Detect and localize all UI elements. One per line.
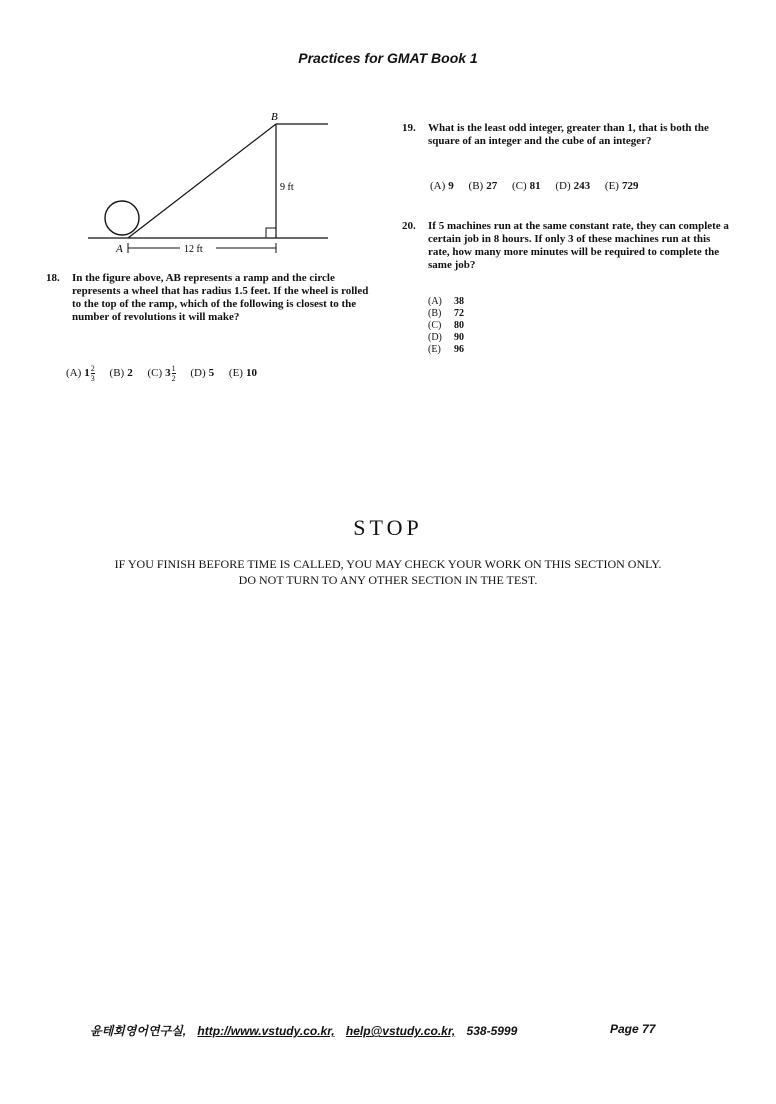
choice-d: (D) 5 bbox=[190, 367, 215, 380]
choice-a: (A) 9 bbox=[430, 180, 454, 192]
choice-d: (D) 90 bbox=[428, 332, 464, 343]
choice-e: (E) 10 bbox=[228, 367, 257, 380]
choice-d: (D) 243 bbox=[555, 180, 591, 192]
height-label: 9 ft bbox=[280, 182, 294, 193]
choice-a: (A) 1 $\frac{2}{3}$ bbox=[66, 364, 95, 383]
question-18 bbox=[46, 272, 376, 324]
footer-phone: 538-5999 bbox=[466, 1024, 518, 1038]
question-text: In the figure above, AB represents a ramp and the circle represents a wheel that has radius 1.5 feet. If the wheel is rolled to the top of the ramp, which of the following is closest to the number of revolutions it will make? bbox=[72, 272, 369, 323]
fraction: $\frac{2}{3}$ bbox=[90, 364, 95, 383]
question-text: If 5 machines run at the same constant rate, they can complete a certain job in 8 hours. If only 3 of these machines run at this rate, how many more minutes will be required to complete the same job? bbox=[428, 220, 729, 271]
answer-choices-20 bbox=[428, 296, 464, 356]
question-number: 20. bbox=[402, 220, 416, 232]
ramp-line bbox=[128, 124, 276, 238]
footer-email-link[interactable]: help@vstudy.co.kr, bbox=[345, 1024, 456, 1038]
notice-line-1: IF YOU FINISH BEFORE TIME IS CALLED, YOU MAY CHECK YOUR WORK ON THIS SECTION ONLY. bbox=[114, 557, 662, 571]
choice-c: (C) 80 bbox=[428, 320, 464, 331]
ramp-figure bbox=[80, 100, 340, 260]
footer-org: 윤테회영어연구실, bbox=[90, 1024, 187, 1038]
wheel-circle bbox=[105, 201, 139, 235]
page-number: Page 77 bbox=[610, 1022, 656, 1036]
choice-c: (C) 81 bbox=[511, 180, 541, 192]
footer-url-link[interactable]: http://www.vstudy.co.kr, bbox=[197, 1024, 335, 1038]
label-a: A bbox=[116, 243, 123, 255]
choice-b: (B) 2 bbox=[109, 367, 133, 380]
question-text: What is the least odd integer, greater than 1, that is both the square of an integer and the cube of an integer? bbox=[428, 122, 709, 147]
question-20 bbox=[402, 220, 732, 272]
page-header: Practices for GMAT Book 1 bbox=[298, 50, 478, 66]
answer-choices-18 bbox=[66, 364, 269, 383]
fraction: $\frac{1}{2}$ bbox=[171, 364, 176, 383]
base-label: 12 ft bbox=[184, 244, 203, 255]
choice-b: (B) 27 bbox=[468, 180, 498, 192]
choice-a: (A) 38 bbox=[428, 296, 464, 307]
label-b: B bbox=[271, 111, 278, 123]
question-19 bbox=[402, 122, 732, 148]
right-angle-mark bbox=[266, 228, 276, 238]
page-footer bbox=[90, 1022, 656, 1039]
section-notice bbox=[0, 556, 776, 588]
choice-e: (E) 729 bbox=[604, 180, 639, 192]
choice-c: (C) 3 $\frac{1}{2}$ bbox=[147, 364, 176, 383]
question-number: 18. bbox=[46, 272, 60, 284]
choice-b: (B) 72 bbox=[428, 308, 464, 319]
answer-choices-19 bbox=[430, 180, 650, 192]
stop-heading: STOP bbox=[353, 515, 423, 540]
choice-e: (E) 96 bbox=[428, 344, 464, 355]
question-number: 19. bbox=[402, 122, 416, 134]
notice-line-2: DO NOT TURN TO ANY OTHER SECTION IN THE TEST. bbox=[238, 573, 538, 587]
